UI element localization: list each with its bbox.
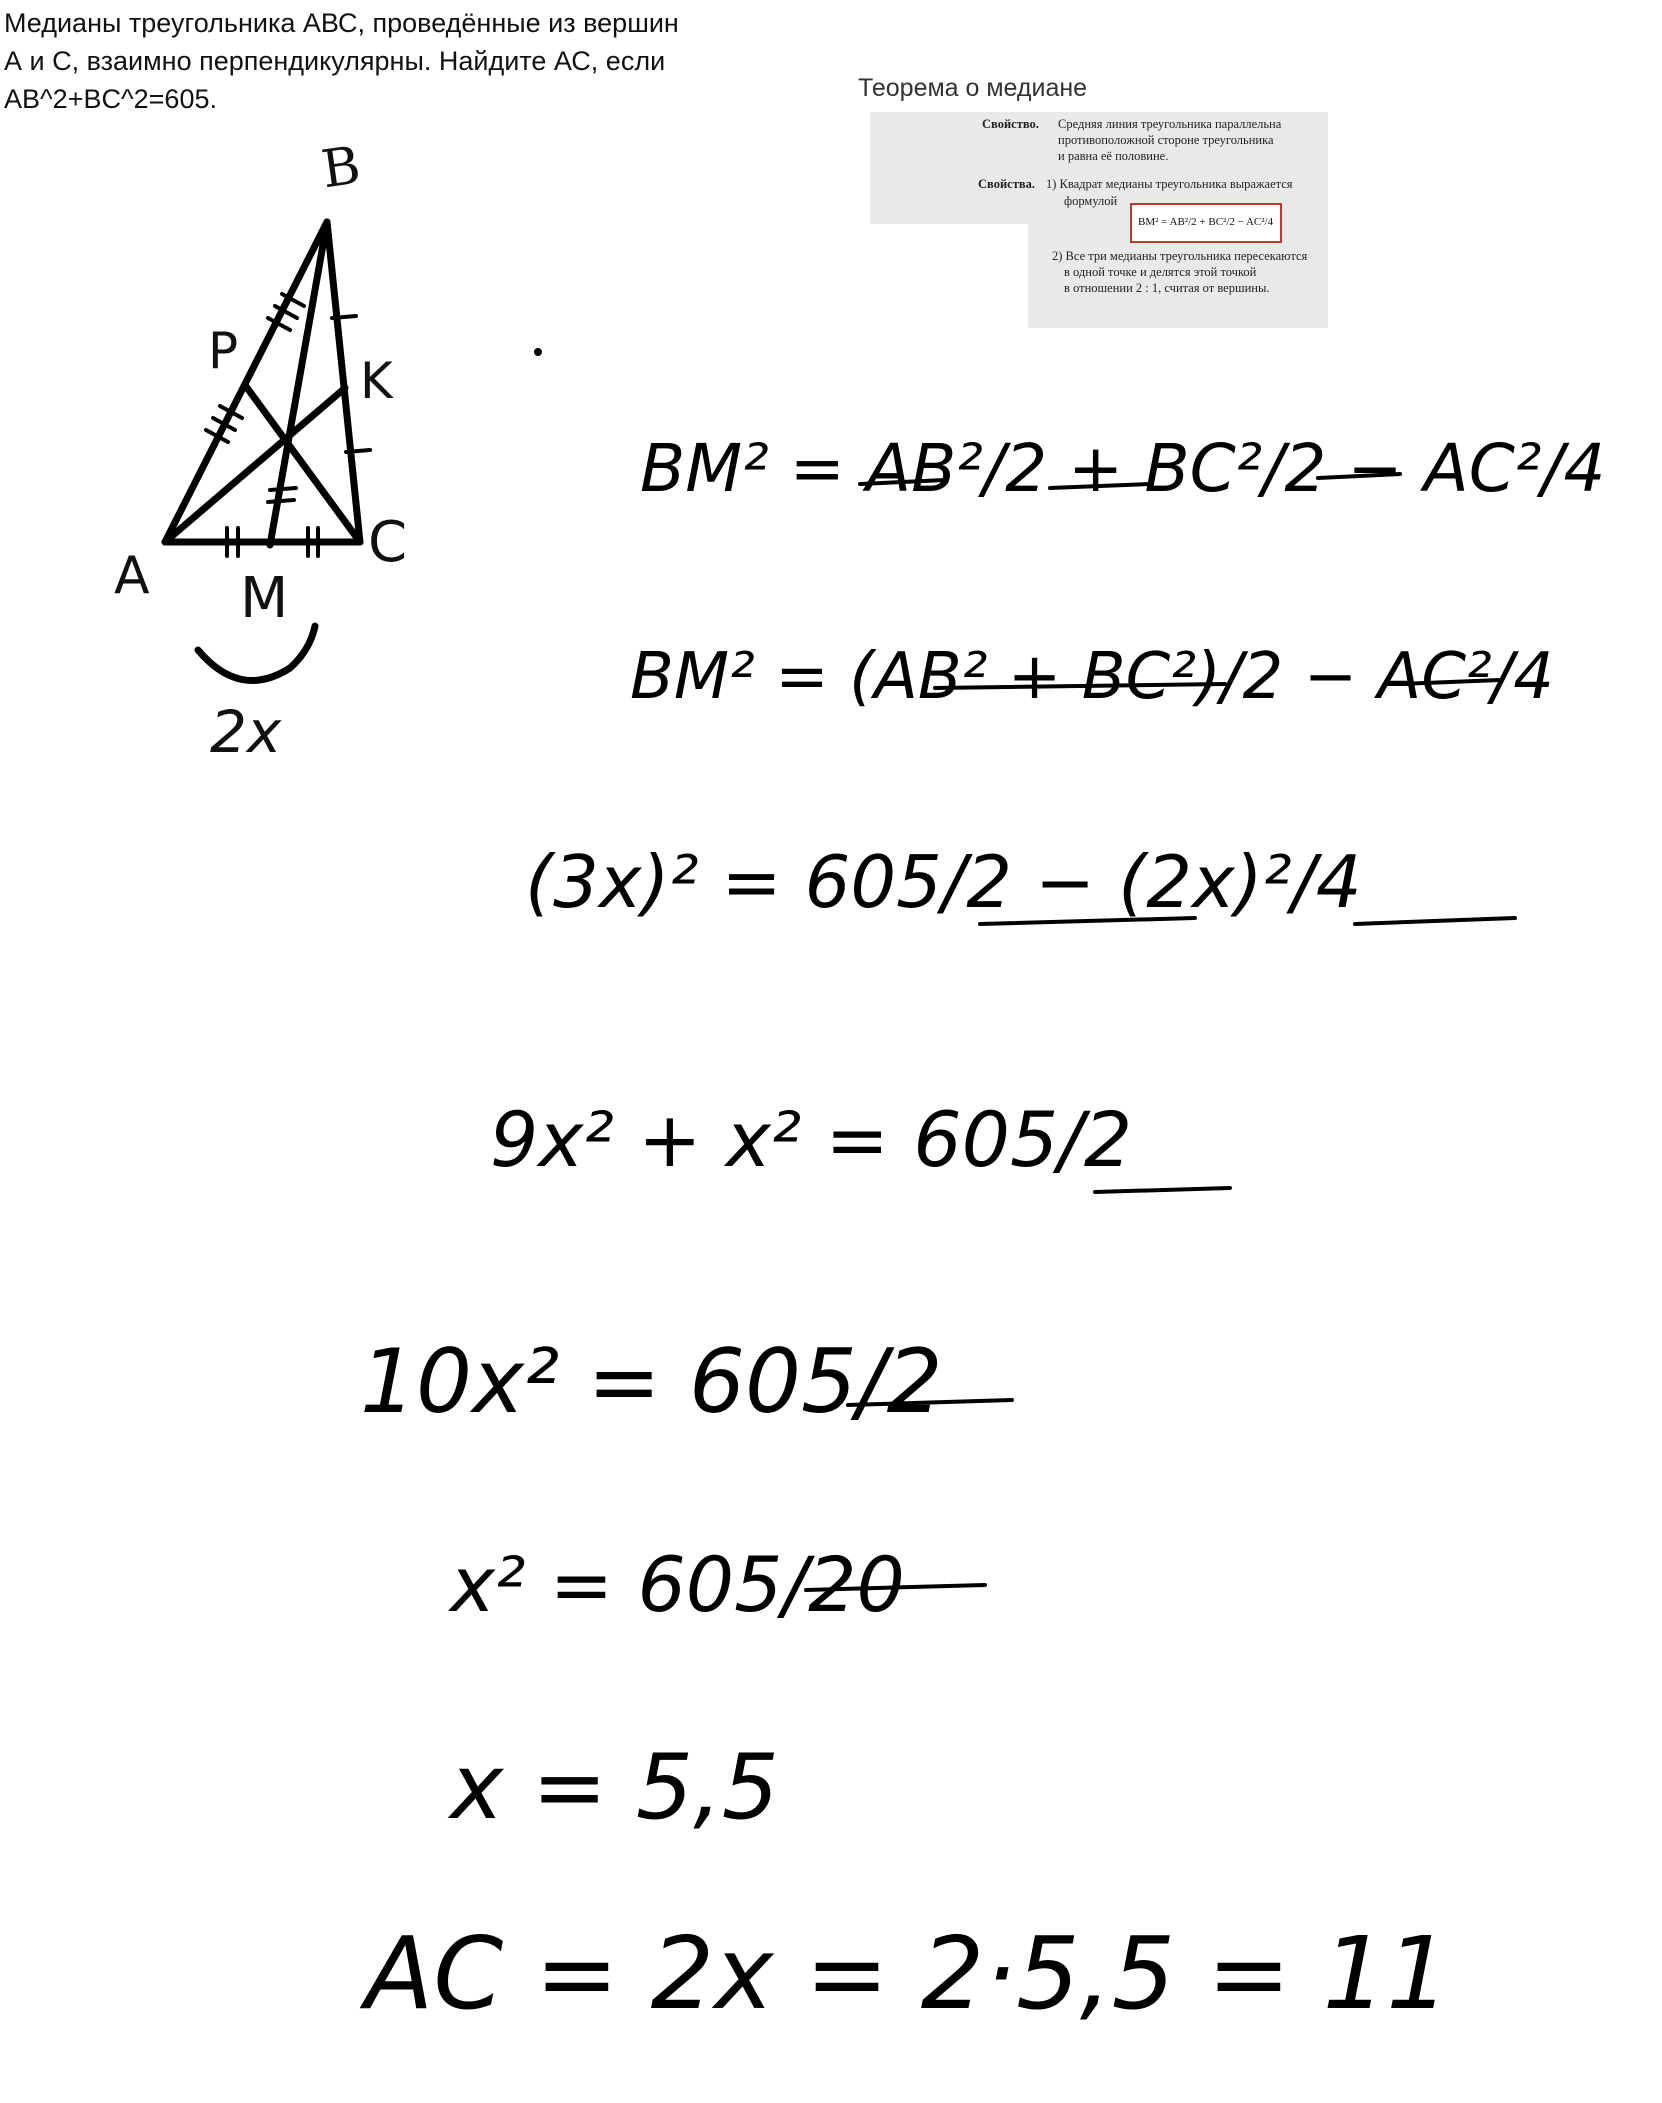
label-b: B [318,135,365,201]
problem-line-1: Медианы треугольника АВС, проведённые из вершин [4,8,679,38]
ref-prop1-l3: и равна её половине. [1058,149,1169,163]
problem-line-2: А и С, взаимно перпендикулярны. Найдите АС, если [4,46,666,76]
solution-line-4: 9x² + x² = 605/2 [490,1095,1133,1184]
solution-line-1: BM² = AB²/2 + BC²/2 − AC²/4 [640,430,1606,507]
problem-line-3: AB^2+BC^2=605. [4,84,217,114]
ref-prop3-l1: 2) Все три медианы треугольника пересекаются [1052,249,1308,263]
ref-prop1-label: Свойство. [982,117,1039,131]
label-a: A [114,546,150,606]
label-c: C [368,510,408,575]
label-k: K [360,352,393,410]
ref-prop1-l2: противоположной стороне треугольника [1058,133,1274,147]
ref-prop2-l2: формулой [1064,194,1118,208]
reference-title: Теорема о медиане [858,74,1088,102]
ref-prop3-l2: в одной точке и делятся этой точкой [1064,265,1257,279]
solution-line-7: x = 5,5 [450,1735,780,1840]
ref-prop2-l1: 1) Квадрат медианы треугольника выражается [1046,177,1293,191]
solution-line-8: AC = 2x = 2·5,5 = 11 [365,1915,1450,2032]
median-formula: BM² = AB²/2 + BC²/2 − AC²/4 [1138,216,1274,228]
solution-line-2: BM² = (AB² + BC²)/2 − AC²/4 [630,640,1554,714]
solution-line-5: 10x² = 605/2 [360,1330,943,1433]
label-2x: 2x [210,698,282,766]
ref-prop2-label: Свойства. [978,177,1035,191]
solution-line-6: x² = 605/20 [450,1540,905,1629]
label-p: P [208,322,239,380]
ref-prop1-l1: Средняя линия треугольника параллельна [1058,117,1282,131]
ref-prop3-l3: в отношении 2 : 1, считая от вершины. [1064,281,1270,295]
solution-line-3: (3x)² = 605/2 − (2x)²/4 [525,840,1362,924]
label-m: M [240,566,289,631]
